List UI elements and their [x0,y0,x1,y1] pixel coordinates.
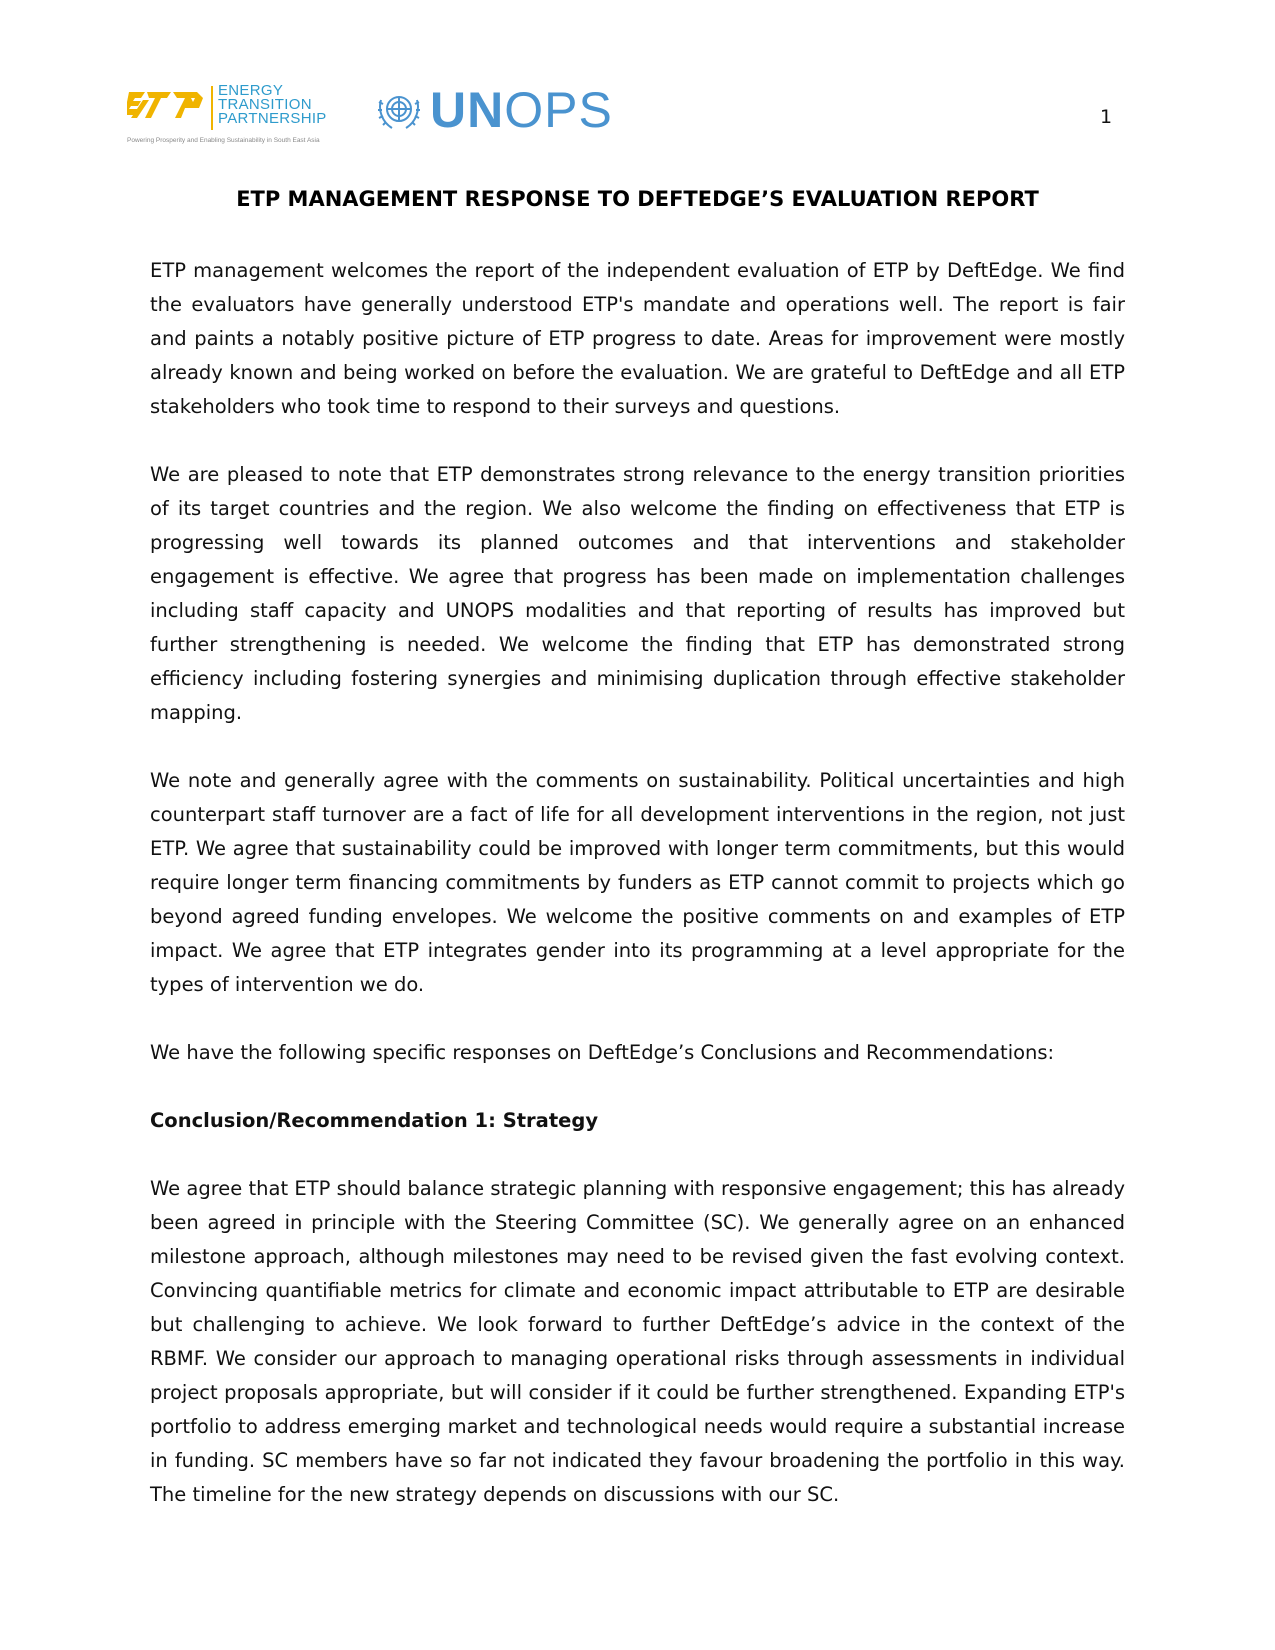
paragraph-sustainability: We note and generally agree with the comments on sustainability. Political uncertainties and high counterpart staff turnover are a fact of life for all development interventions in the region, not just ETP. We agree that sustainability could be improved with longer term commitments, but this would require longer term financing commitments by funders as ETP cannot commit to projects which go beyond agreed funding envelopes. We welcome the positive comments on and examples of ETP impact. We agree that ETP integrates gender into its programming at a level appropriate for the types of intervention we do. [150,769,1125,996]
etp-logo [127,84,357,148]
document-body [150,254,1125,1546]
paragraph-intro: ETP management welcomes the report of the independent evaluation of ETP by DeftEdge. We find the evaluators have generally understood ETP's mandate and operations well. The report is fair and paints a notably positive picture of ETP progress to date. Areas for improvement were mostly already known and being worked on before the evaluation. We are grateful to DeftEdge and all ETP stakeholders who took time to respond to their surveys and questions. [150,259,1125,418]
unops-wordmark-ops: OPS [504,82,613,138]
page-number: 1 [1100,106,1113,128]
etp-word-transition: TRANSITION [218,96,312,113]
etp-word-partnership: PARTNERSHIP [218,110,327,127]
unops-wordmark-un: UN [430,82,505,138]
paragraph-responses-intro: We have the following specific responses on DeftEdge’s Conclusions and Recommendations: [150,1041,1055,1064]
etp-divider [211,86,213,130]
document-title: ETP MANAGEMENT RESPONSE TO DEFTEDGE’S EVALUATION REPORT [236,187,1039,211]
un-emblem-icon [374,86,424,136]
unops-logo [374,82,634,138]
etp-wordmark [218,84,327,126]
section-heading: Conclusion/Recommendation 1: Strategy [150,1109,599,1132]
etp-mark-icon [127,88,207,132]
etp-tagline: Powering Prosperity and Enabling Sustainability in South East Asia [127,137,320,144]
paragraph-relevance-effectiveness: We are pleased to note that ETP demonstrates strong relevance to the energy transition priorities of its target countries and the region. We also welcome the finding on effectiveness that ETP is progressing well towards its planned outcomes and that interventions and stakeholder engagement is effective. We agree that progress has been made on implementation challenges including staff capacity and UNOPS modalities and that reporting of results has improved but further strengthening is needed. We welcome the finding that ETP has demonstrated strong efficiency including fostering synergies and minimising duplication through effective stakeholder mapping. [150,463,1125,724]
unops-wordmark [430,82,613,138]
page-header [127,84,1127,154]
etp-word-energy: ENERGY [218,82,284,99]
paragraph-strategy: We agree that ETP should balance strategic planning with responsive engagement; this has already been agreed in principle with the Steering Committee (SC). We generally agree on an enhanced milestone approach, although milestones may need to be revised given the fast evolving context. Convincing quantifiable metrics for climate and economic impact attributable to ETP are desirable but challenging to achieve. We look forward to further DeftEdge’s advice in the context of the RBMF. We consider our approach to managing operational risks through assessments in individual project proposals appropriate, but will consider if it could be further strengthened. Expanding ETP's portfolio to address emerging market and technological needs would require a substantial increase in funding. SC members have so far not indicated they favour broadening the portfolio in this way. The timeline for the new strategy depends on discussions with our SC. [150,1177,1125,1506]
